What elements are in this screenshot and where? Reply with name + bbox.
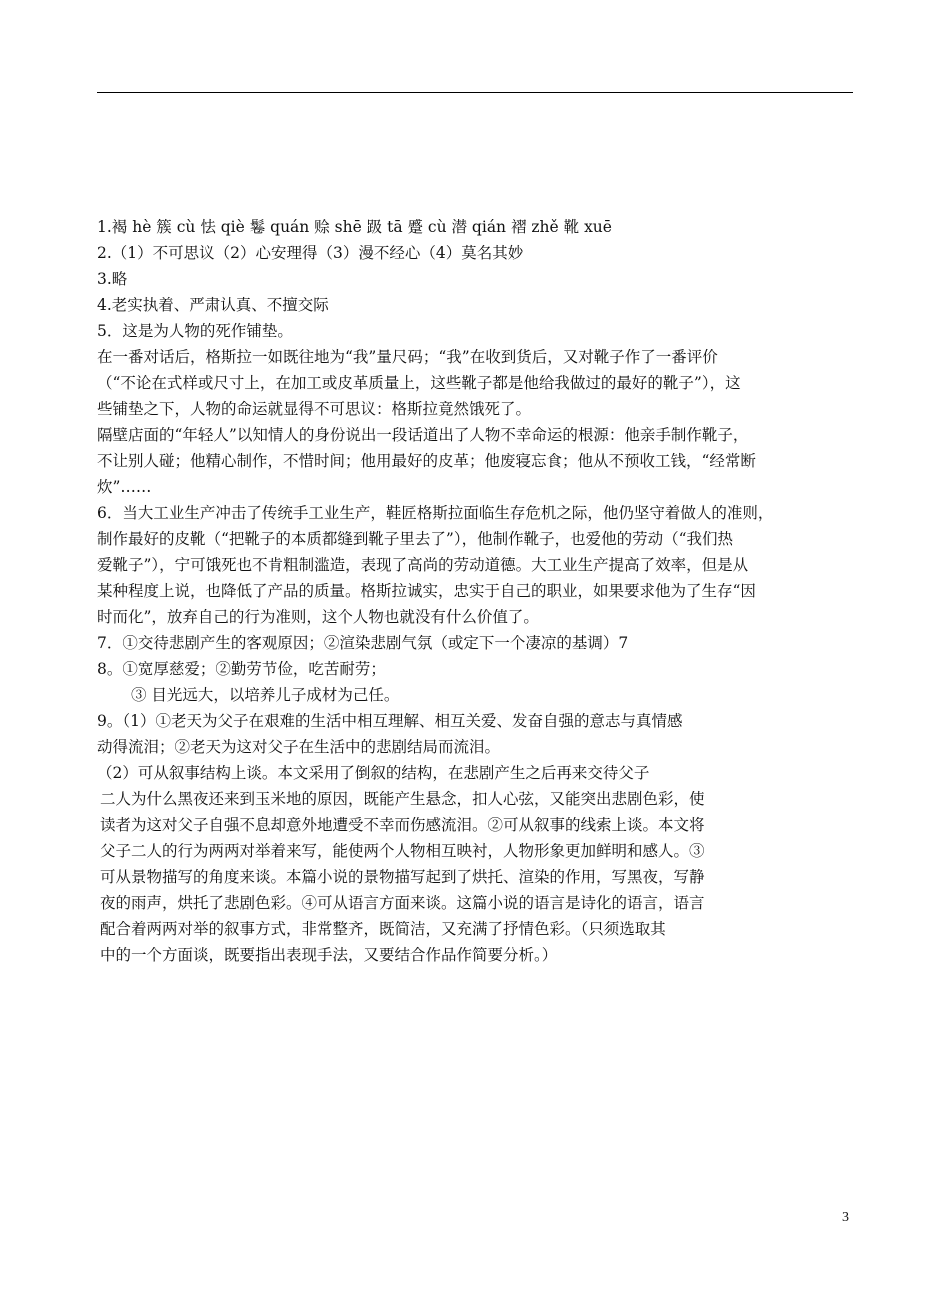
- answer-line: 5．这是为人物的死作铺垫。: [97, 322, 293, 340]
- answer-line: 4.老实执着、严肃认真、不擅交际: [97, 296, 329, 314]
- answer-line: 2.（1）不可思议（2）心安理得（3）漫不经心（4）莫名其妙: [97, 244, 524, 262]
- answer-line: 动得流泪；②老天为这对父子在生活中的悲剧结局而流泪。: [97, 738, 501, 756]
- answer-line: 可从景物描写的角度来谈。本篇小说的景物描写起到了烘托、渲染的作用，写黑夜，写静: [100, 868, 705, 886]
- answer-line: 读者为这对父子自强不息却意外地遭受不幸而伤感流泪。②可从叙事的线索上谈。本文将: [100, 816, 705, 834]
- answer-line: 8。①宽厚慈爱；②勤劳节俭，吃苦耐劳；: [97, 660, 386, 678]
- answer-line: 中的一个方面谈，既要指出表现手法，又要结合作品作简要分析。）: [100, 946, 558, 964]
- answer-line: 二人为什么黑夜还来到玉米地的原因，既能产生悬念，扣人心弦，又能突出悲剧色彩，使: [100, 790, 705, 808]
- answer-line: 炊”……: [97, 478, 152, 496]
- answer-text: [97, 214, 867, 968]
- answer-line: （“不论在式样或尺寸上，在加工或皮革质量上，这些靴子都是他给我做过的最好的靴子”），这: [97, 374, 741, 392]
- answer-line: 夜的雨声，烘托了悲剧色彩。④可从语言方面来谈。这篇小说的语言是诗化的语言，语言: [100, 894, 705, 912]
- answer-line: 3.略: [97, 270, 128, 288]
- answer-line: 制作最好的皮靴（“把靴子的本质都缝到靴子里去了”），他制作靴子，也爱他的劳动（“我们热: [97, 530, 734, 548]
- answer-line: 1.褐 hè 簇 cù 怯 qiè 鬈 quán 赊 shē 趿 tā 蹙 cù 潜 qián 褶 zhě 靴 xuē: [97, 218, 612, 236]
- answer-line: 9。（1）①老天为父子在艰难的生活中相互理解、相互关爱、发奋自强的意志与真情感: [97, 712, 683, 730]
- page-number: 3: [842, 1210, 849, 1225]
- answer-line: 些铺垫之下，人物的命运就显得不可思议：格斯拉竟然饿死了。: [97, 400, 532, 418]
- answer-line: 7．①交待悲剧产生的客观原因；②渲染悲剧气氛（或定下一个凄凉的基调）7: [97, 634, 629, 652]
- answer-line: 6．当大工业生产冲击了传统手工业生产，鞋匠格斯拉面临生存危机之际，他仍坚守着做人的准则，: [97, 504, 774, 522]
- answer-line: 在一番对话后，格斯拉一如既往地为“我”量尺码；“我”在收到货后，又对靴子作了一番评价: [97, 348, 718, 366]
- answer-line: 时而化”，放弃自己的行为准则，这个人物也就没有什么价值了。: [97, 608, 539, 626]
- header-rule: [97, 92, 853, 93]
- answer-line: 某种程度上说，也降低了产品的质量。格斯拉诚实，忠实于自己的职业，如果要求他为了生存“因: [97, 582, 756, 600]
- answer-line: ③ 目光远大，以培养儿子成材为己任。: [131, 686, 400, 704]
- answer-line: （2）可从叙事结构上谈。本文采用了倒叙的结构，在悲剧产生之后再来交待父子: [97, 764, 650, 782]
- answer-line: 隔壁店面的“年轻人”以知情人的身份说出一段话道出了人物不幸命运的根源：他亲手制作靴子，: [97, 426, 749, 444]
- answer-line: 配合着两两对举的叙事方式，非常整齐，既简洁，又充满了抒情色彩。（只须选取其: [100, 920, 666, 938]
- answer-line: 父子二人的行为两两对举着来写，能使两个人物相互映衬，人物形象更加鲜明和感人。③: [100, 842, 705, 860]
- answer-line: 不让别人碰；他精心制作，不惜时间；他用最好的皮革；他废寝忘食；他从不预收工钱，“经常断: [97, 452, 756, 470]
- answer-line: 爱靴子”），宁可饿死也不肯粗制滥造，表现了高尚的劳动道德。大工业生产提高了效率，但是从: [97, 556, 749, 574]
